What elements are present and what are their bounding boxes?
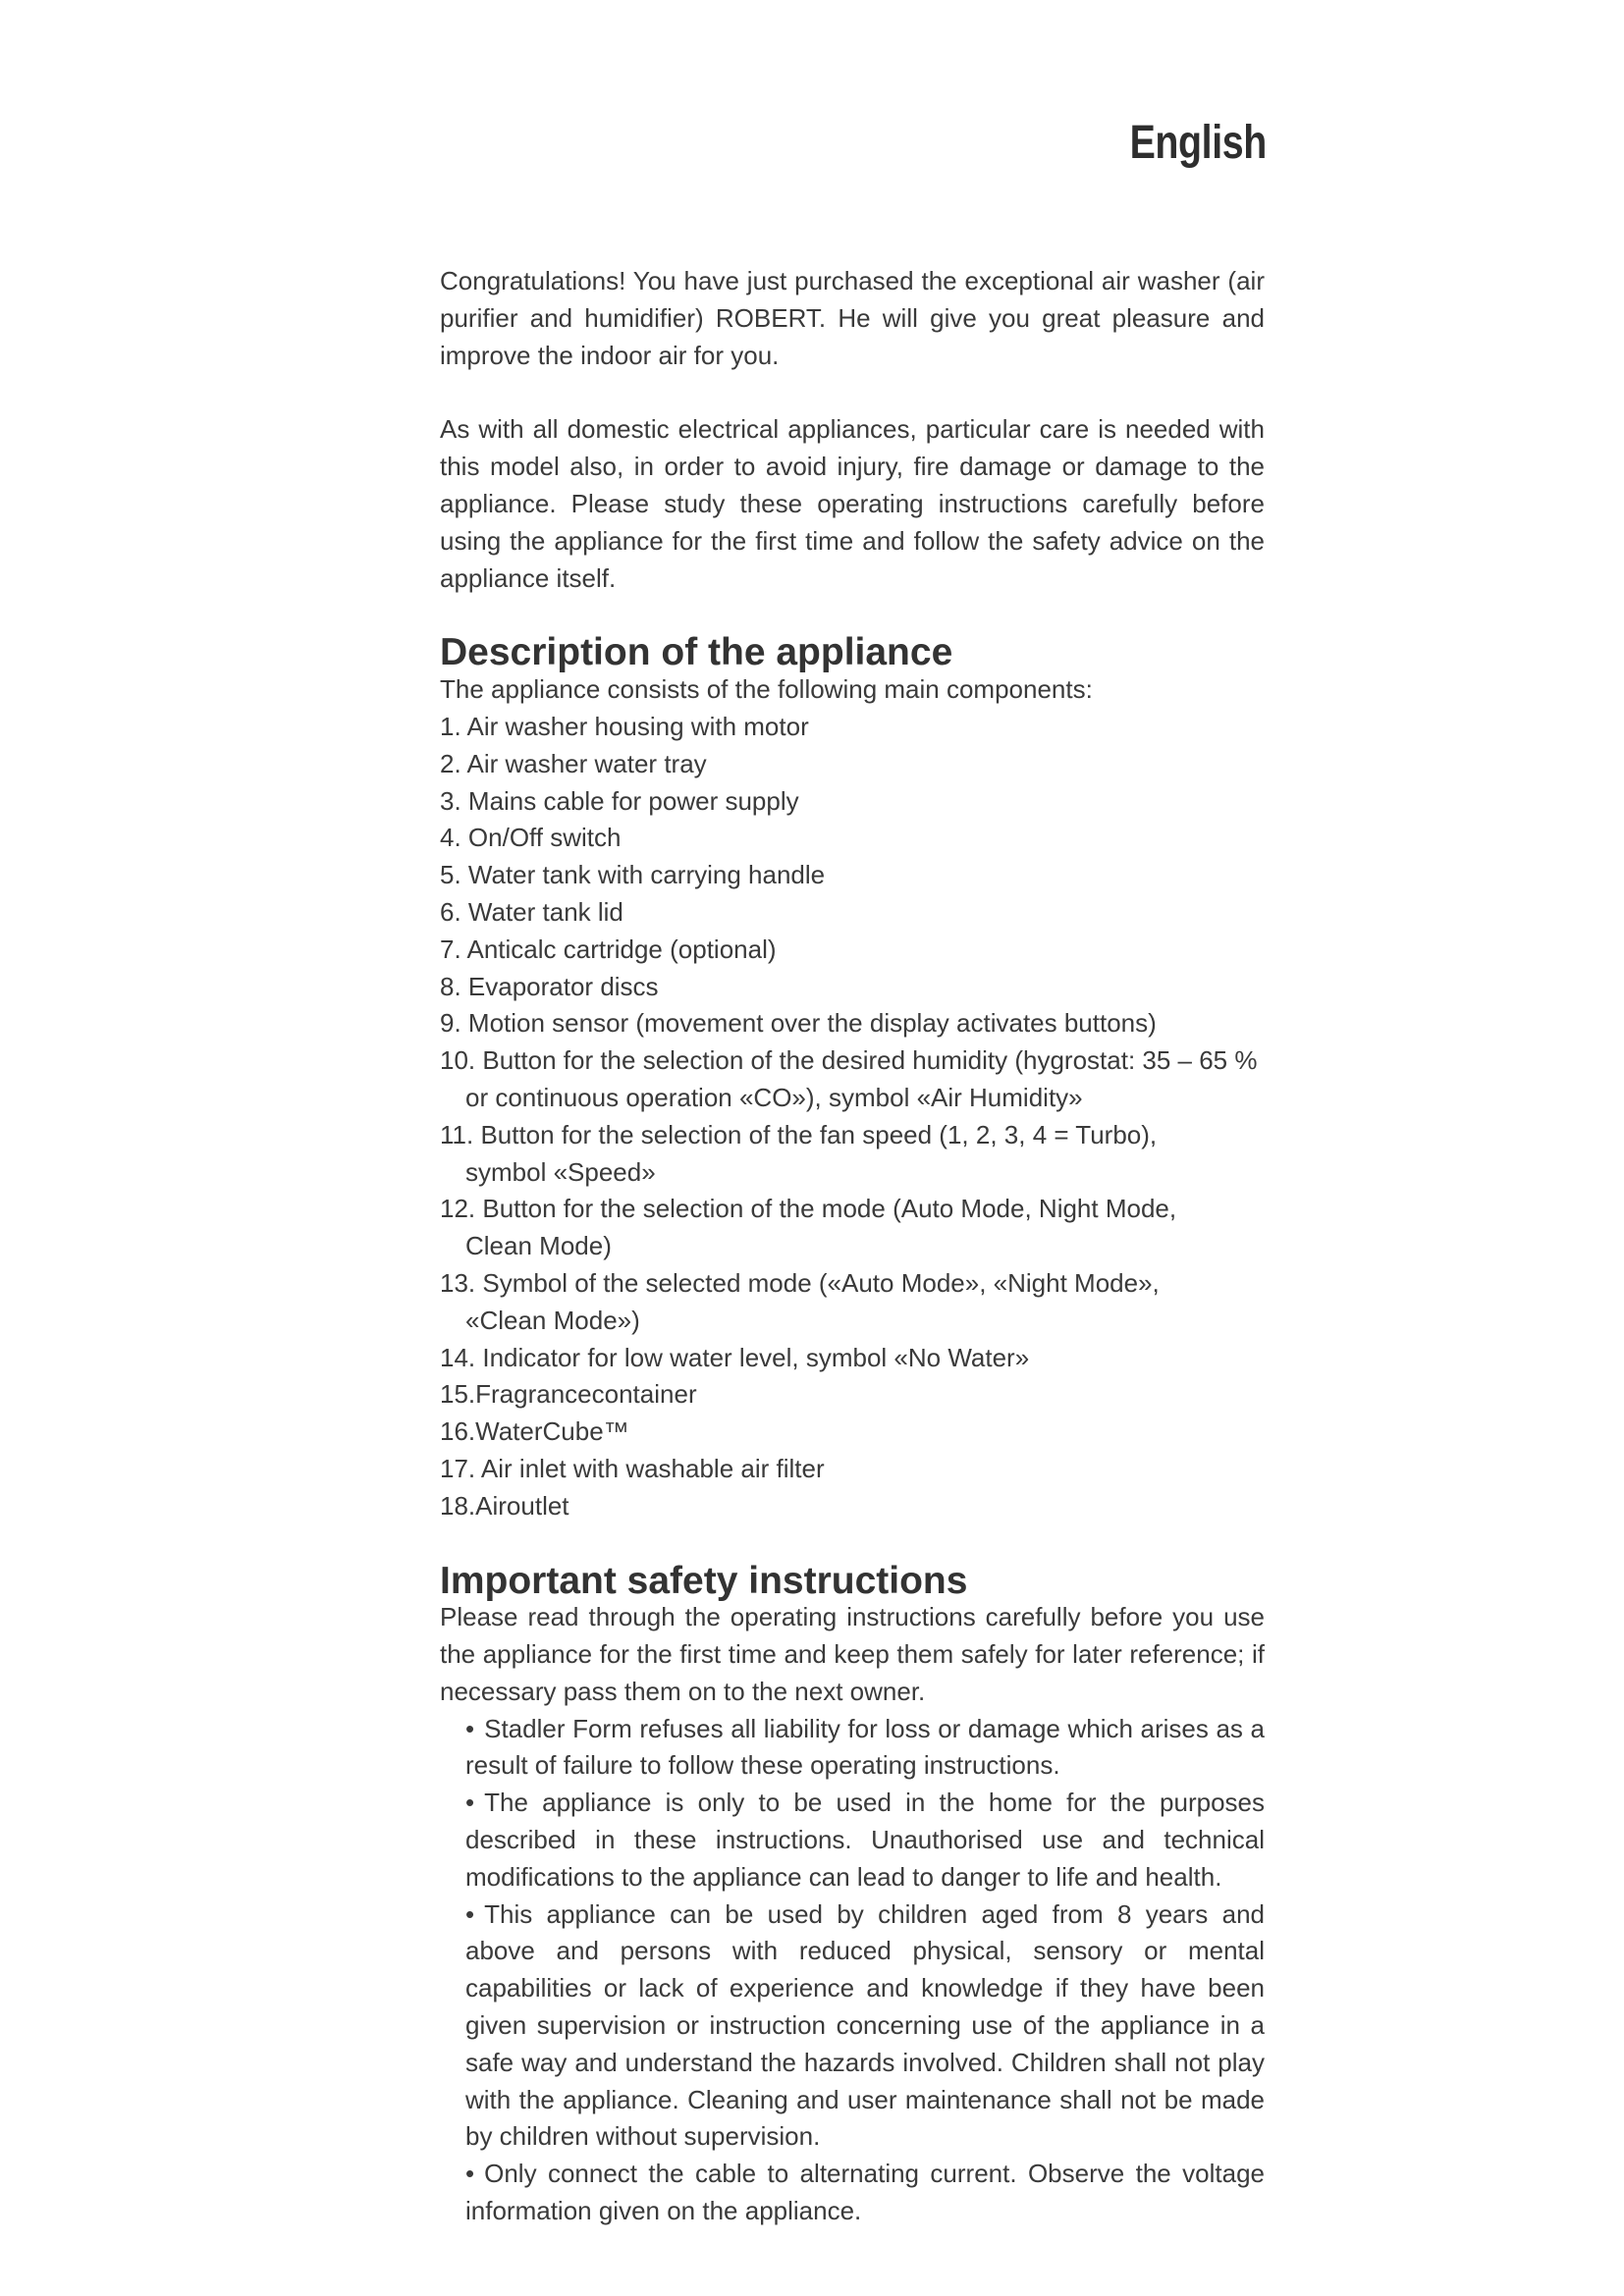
list-item: 1. Air washer housing with motor xyxy=(440,711,809,741)
section-heading-description: Description of the appliance xyxy=(440,631,953,674)
list-item: 10. Button for the selection of the desired humidity (hygrostat: 35 – 65 % or continuous operation «CO»), symbol «Air Humidity» xyxy=(440,1045,1258,1112)
bullet-item: • Only connect the cable to alternating current. Observe the voltage information given on the appliance. xyxy=(465,2156,1265,2230)
list-item: 11. Button for the selection of the fan speed (1, 2, 3, 4 = Turbo), symbol «Speed» xyxy=(440,1119,1158,1187)
list-item: 12. Button for the selection of the mode (Auto Mode, Night Mode, Clean Mode) xyxy=(440,1194,1177,1261)
section-heading-safety: Important safety instructions xyxy=(440,1559,968,1602)
list-item: 13. Symbol of the selected mode («Auto Mode», «Night Mode», «Clean Mode») xyxy=(440,1267,1160,1335)
list-item: 7. Anticalc cartridge (optional) xyxy=(440,934,777,964)
list-item: 8. Evaporator discs xyxy=(440,971,659,1001)
spacer xyxy=(440,1525,1265,1563)
intro-paragraph-1: Congratulations! You have just purchased the exceptional air washer (air purifier and humidifier) ROBERT. He will give you great pleasure and improve the indoor air for you. xyxy=(440,266,1265,370)
description-lead: The appliance consists of the following main components: xyxy=(440,674,1093,705)
bullet-item: • The appliance is only to be used in the home for the purposes described in these instructions. Unauthorised use and technical modifications to the appliance can lead to danger to life and health. xyxy=(465,1785,1265,1896)
language-title: English xyxy=(1129,117,1267,169)
bullet-item: • This appliance can be used by children aged from 8 years and above and persons with reduced physical, sensory or mental capabilities or lack of experience and knowledge if they have been given supervision or instruction concerning use of the appliance in a safe way and understand the hazards involved. Children shall not play with the appliance. Cleaning and user maintenance shall not be made by children without supervision. xyxy=(465,1896,1265,2157)
list-item: 5. Water tank with carrying handle xyxy=(440,860,826,890)
list-item: 18.Airoutlet xyxy=(440,1490,569,1521)
component-list xyxy=(440,709,1265,1525)
intro-paragraph-2: As with all domestic electrical appliances, particular care is needed with this model also, in order to avoid injury, fire damage or damage to the appliance. Please study these operating instructions carefully before using the appliance for the first time and follow the safety advice on the appliance itself. xyxy=(440,414,1265,593)
spacer xyxy=(440,597,1265,634)
list-item: 4. On/Off switch xyxy=(440,823,622,853)
spacer xyxy=(440,374,1265,411)
list-item: 2. Air washer water tray xyxy=(440,748,707,778)
list-item: 14. Indicator for low water level, symbol «No Water» xyxy=(440,1342,1030,1372)
safety-lead: Please read through the operating instructions carefully before you use the appliance for the first time and keep them safely for later reference; if necessary pass them on to the next owner. xyxy=(440,1602,1265,1706)
safety-bullet-list xyxy=(440,1711,1265,2230)
list-item: 6. Water tank lid xyxy=(440,896,623,927)
manual-content xyxy=(440,263,1265,2230)
list-item: 17. Air inlet with washable air filter xyxy=(440,1453,825,1483)
list-item: 9. Motion sensor (movement over the display activates buttons) xyxy=(440,1008,1157,1039)
list-item: 3. Mains cable for power supply xyxy=(440,785,799,816)
list-item: 16.WaterCube™ xyxy=(440,1416,629,1447)
bullet-item: • Stadler Form refuses all liability for loss or damage which arises as a result of failure to follow these operating instructions. xyxy=(465,1711,1265,1786)
list-item: 15.Fragrancecontainer xyxy=(440,1379,697,1410)
